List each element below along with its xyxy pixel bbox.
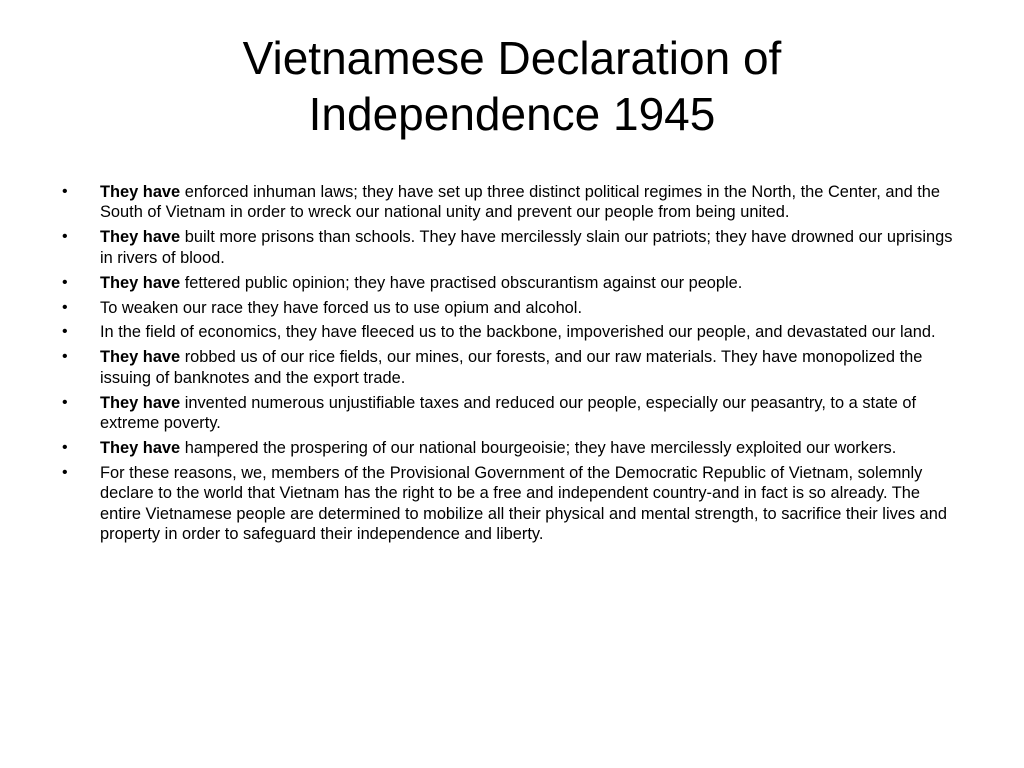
bullet-dot: • bbox=[62, 463, 68, 481]
bullet-list bbox=[62, 182, 964, 549]
bullet-text bbox=[100, 348, 922, 386]
bullet-dot: • bbox=[62, 323, 68, 341]
bullet-item-3 bbox=[62, 273, 964, 293]
bullet-body: hampered the prospering of our national bourgeoisie; they have mercilessly exploited our workers. bbox=[180, 438, 897, 457]
bullet-dot: • bbox=[62, 228, 68, 246]
bullet-bold-lead: They have bbox=[100, 393, 181, 412]
bullet-bold-lead: They have bbox=[100, 183, 181, 201]
bullet-dot: • bbox=[62, 438, 68, 456]
bullet-item-2 bbox=[62, 227, 964, 268]
bullet-text bbox=[100, 464, 947, 543]
bullet-text bbox=[100, 299, 582, 317]
bullet-dot: • bbox=[62, 393, 68, 411]
bullet-body: For these reasons, we, members of the Provisional Government of the Democratic Republic of Vietnam, solemnly declare to the world that Vietnam has the right to be a free and independent country-and in fact is so already. The entire Vietnamese people are determined to mobilize all their physical and mental strength, to sacrifice their lives and property in order to safeguard their independence and liberty. bbox=[100, 463, 947, 544]
bullet-item-6 bbox=[62, 347, 964, 388]
bullet-item-5 bbox=[62, 322, 964, 342]
bullet-text bbox=[100, 439, 896, 457]
bullet-bold-lead: They have bbox=[100, 273, 181, 292]
bullet-item-8 bbox=[62, 438, 964, 458]
bullet-body: enforced inhuman laws; they have set up three distinct political regimes in the North, the Center, and the South of Vietnam in order to wreck our national unity and prevent our people from being united. bbox=[100, 183, 941, 222]
bullet-dot: • bbox=[62, 298, 68, 316]
slide-title-line-2: Independence 1945 bbox=[308, 88, 716, 140]
bullet-item-7 bbox=[62, 393, 964, 434]
bullet-dot: • bbox=[62, 273, 68, 291]
bullet-text bbox=[100, 274, 742, 292]
bullet-body: invented numerous unjustifiable taxes and reduced our people, especially our peasantry, to a state of extreme poverty. bbox=[100, 393, 917, 433]
bullet-text bbox=[100, 183, 940, 221]
bullet-item-9 bbox=[62, 463, 964, 545]
bullet-body: built more prisons than schools. They have mercilessly slain our patriots; they have drowned our uprisings in rivers of blood. bbox=[100, 228, 953, 267]
bullet-text bbox=[100, 394, 916, 432]
bullet-dot: • bbox=[62, 348, 68, 366]
bullet-text bbox=[100, 323, 936, 341]
bullet-text bbox=[100, 228, 952, 266]
bullet-body: robbed us of our rice fields, our mines, our forests, and our raw materials. They have monopolized the issuing of banknotes and the export trade. bbox=[100, 348, 923, 387]
bullet-body: fettered public opinion; they have practised obscurantism against our people. bbox=[180, 273, 743, 292]
bullet-body: To weaken our race they have forced us to use opium and alcohol. bbox=[100, 298, 582, 317]
bullet-dot: • bbox=[62, 183, 68, 200]
bullet-bold-lead: They have bbox=[100, 348, 181, 367]
bullet-item-4 bbox=[62, 298, 964, 318]
bullet-bold-lead: They have bbox=[100, 228, 181, 247]
slide-title bbox=[60, 30, 964, 142]
bullet-bold-lead: They have bbox=[100, 438, 181, 457]
bullet-item-1 bbox=[62, 182, 964, 223]
slide-title-line-1: Vietnamese Declaration of bbox=[242, 32, 782, 84]
bullet-body: In the field of economics, they have fleeced us to the backbone, impoverished our people, and devastated our land. bbox=[100, 323, 936, 342]
